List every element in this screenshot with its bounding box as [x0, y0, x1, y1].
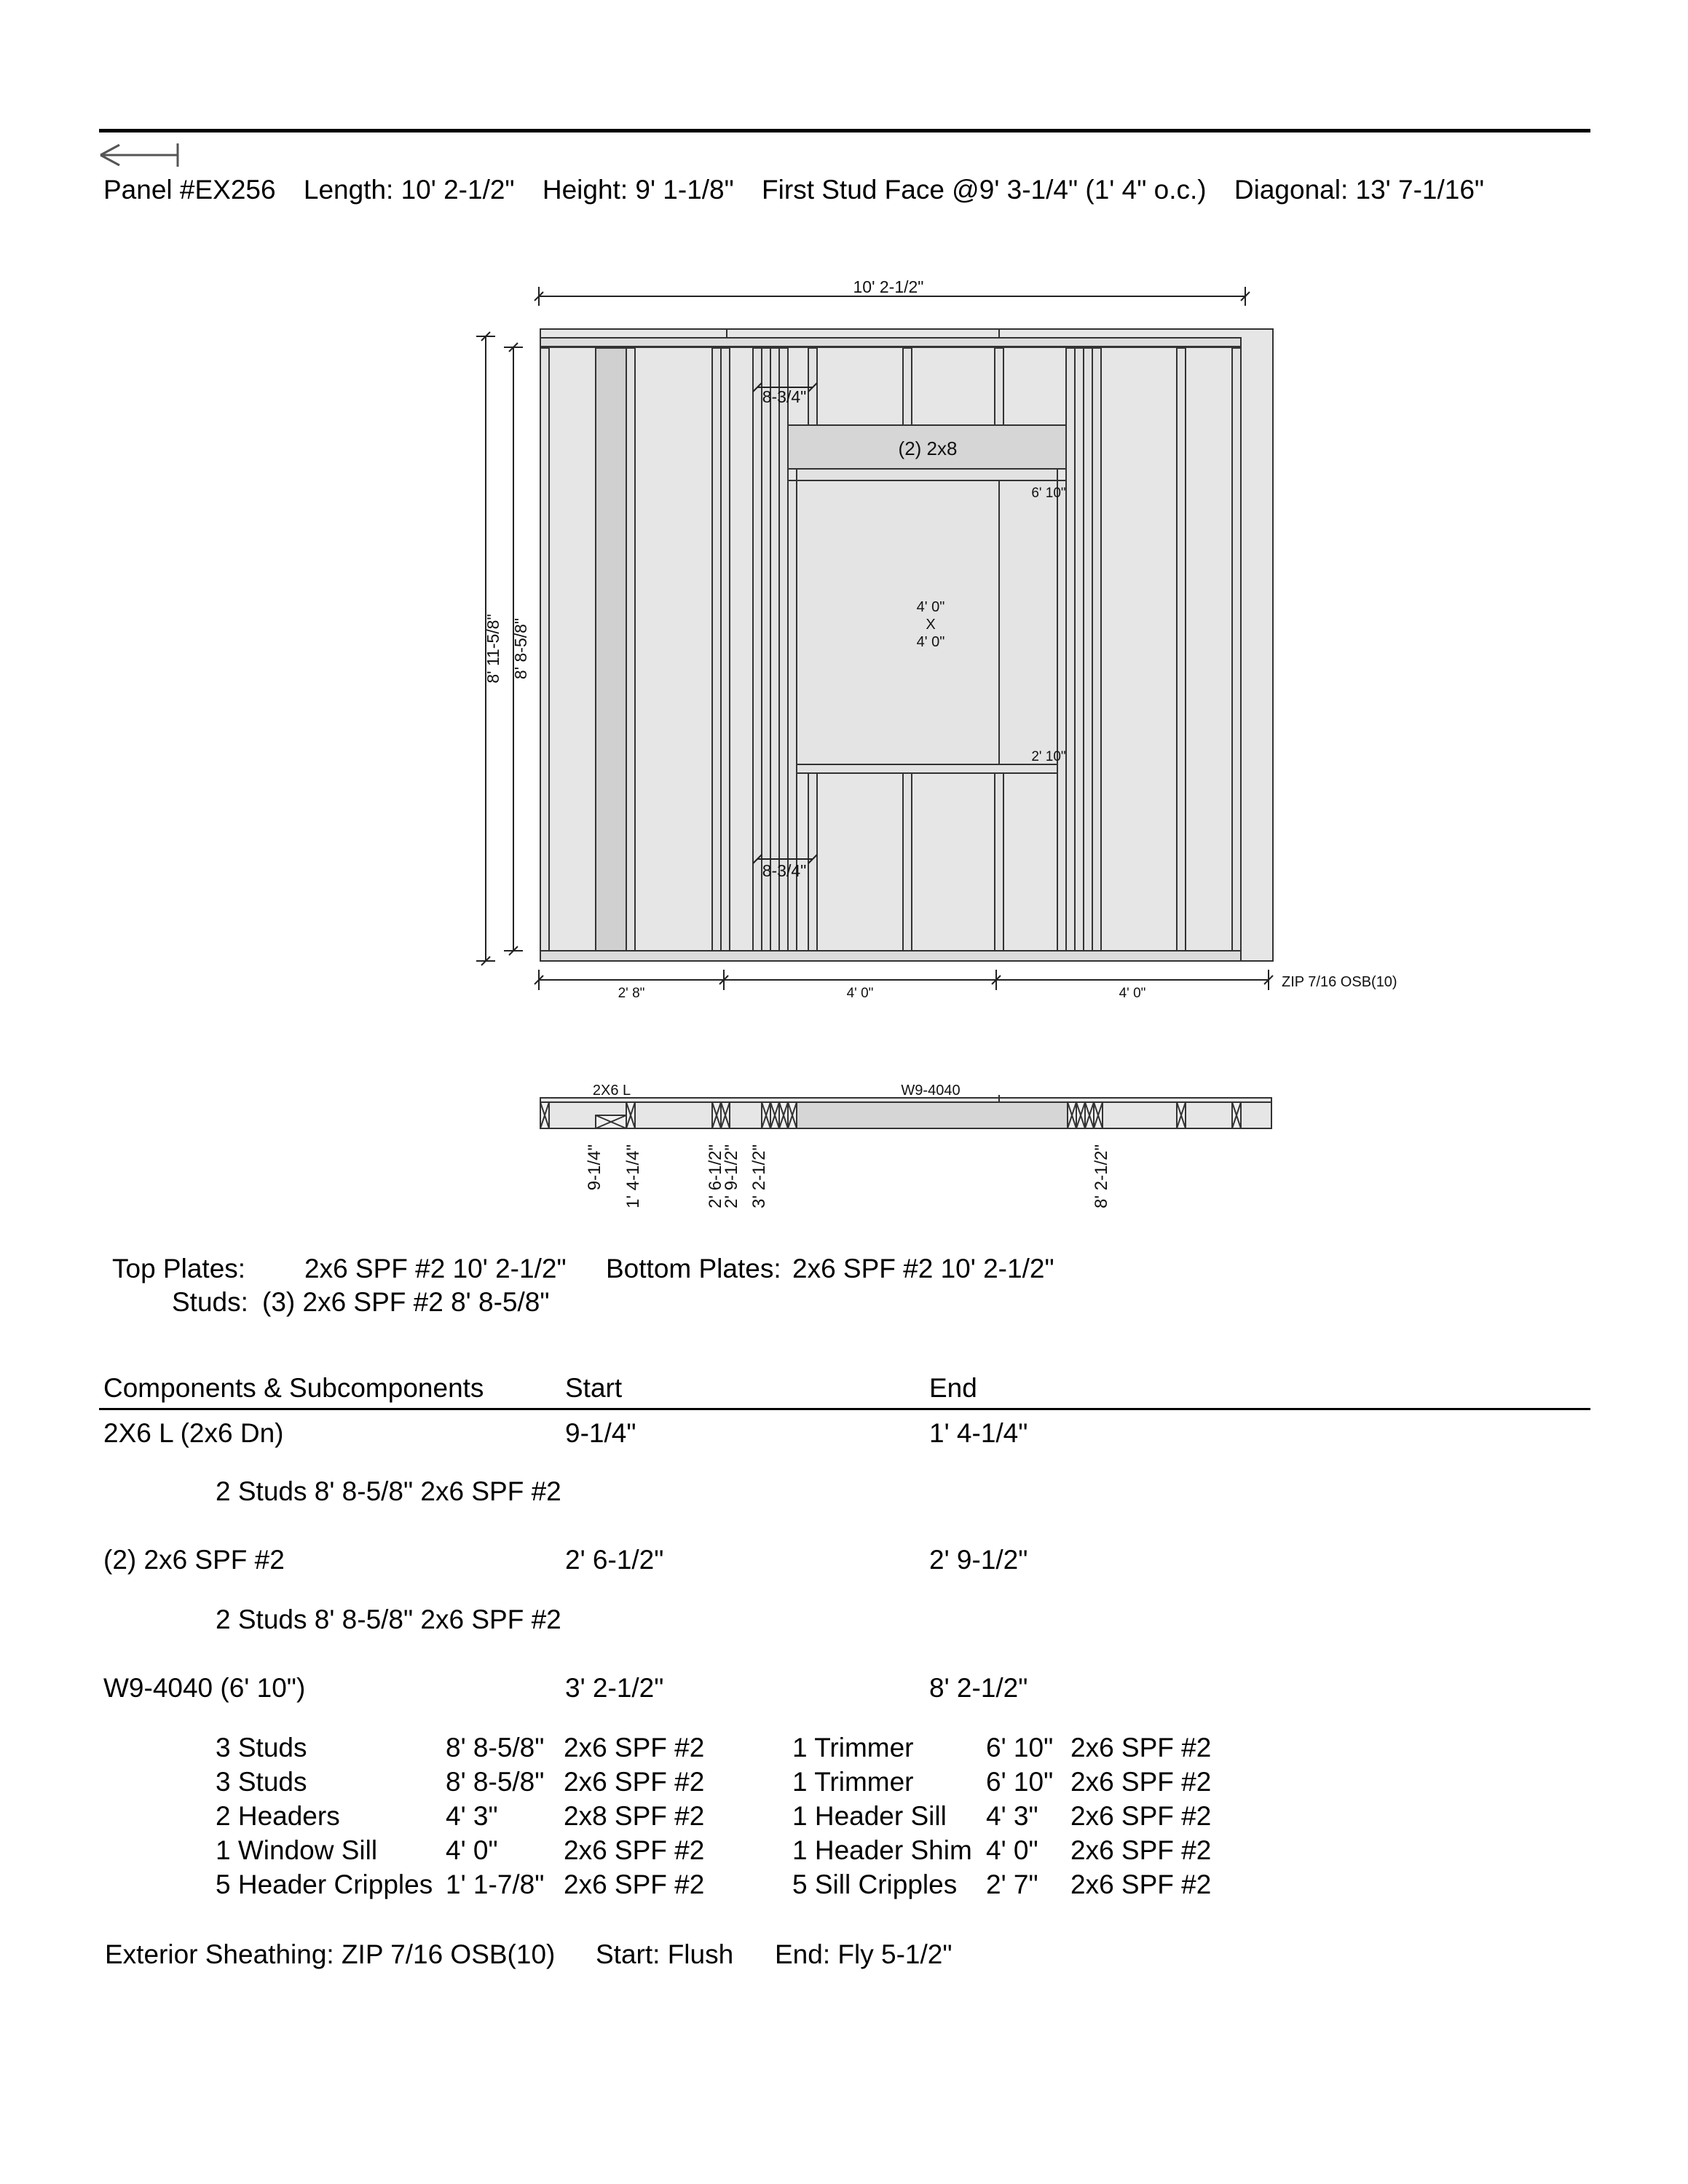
- part-length: 8' 8-5/8": [446, 1733, 545, 1762]
- plan-dim-2: 1' 4-1/4": [623, 1144, 643, 1208]
- table-row-name: W9-4040 (6' 10"): [103, 1673, 306, 1703]
- table-row-sub: 2 Studs 8' 8-5/8" 2x6 SPF #2: [216, 1605, 561, 1634]
- part-length: 4' 0": [446, 1835, 498, 1865]
- part-material: 2x6 SPF #2: [564, 1870, 705, 1899]
- part-qty: 1 Header Sill: [792, 1801, 947, 1831]
- panel-height: Height: 9' 1-1/8": [542, 175, 734, 205]
- sheathing-start: Start: Flush: [596, 1939, 734, 1969]
- exterior-sheathing: Exterior Sheathing: ZIP 7/16 OSB(10): [105, 1939, 556, 1969]
- bottom-cripple-offset-label: 8-3/4": [762, 861, 807, 880]
- part-material: 2x6 SPF #2: [1070, 1870, 1212, 1899]
- studs-value: (3) 2x6 SPF #2 8' 8-5/8": [262, 1287, 550, 1317]
- part-length: 6' 10": [986, 1733, 1054, 1762]
- plan-dim-4: 2' 9-1/2": [722, 1144, 741, 1208]
- part-qty: 1 Trimmer: [792, 1733, 914, 1762]
- top-plates-label: Top Plates:: [112, 1254, 246, 1283]
- bottom-dim-1: 2' 8": [618, 986, 645, 1001]
- table-row-start: 2' 6-1/2": [565, 1545, 664, 1575]
- part-material: 2x6 SPF #2: [564, 1835, 705, 1865]
- bottom-plates-value: 2x6 SPF #2 10' 2-1/2": [792, 1254, 1054, 1283]
- table-header-rule: [99, 1408, 1590, 1410]
- plan-dim-1: 9-1/4": [585, 1144, 604, 1191]
- col-header-components: Components & Subcomponents: [103, 1373, 484, 1403]
- part-qty: 1 Window Sill: [216, 1835, 378, 1865]
- part-length: 4' 3": [446, 1801, 498, 1831]
- height-outer-label: 8' 11-5/8": [484, 614, 502, 684]
- opening-x-label: X: [926, 617, 936, 633]
- part-qty: 5 Header Cripples: [216, 1870, 433, 1899]
- part-qty: 3 Studs: [216, 1767, 307, 1797]
- first-stud-face: First Stud Face @9' 3-1/4" (1' 4" o.c.): [762, 175, 1207, 205]
- opening-width-label: 4' 0": [916, 599, 945, 615]
- plan-label-2x6l: 2X6 L: [592, 1083, 631, 1099]
- part-length: 6' 10": [986, 1767, 1054, 1797]
- plan-label-window: W9-4040: [901, 1083, 961, 1099]
- part-material: 2x6 SPF #2: [1070, 1733, 1212, 1762]
- part-length: 4' 0": [986, 1835, 1038, 1865]
- part-length: 4' 3": [986, 1801, 1038, 1831]
- bottom-plates-label: Bottom Plates:: [606, 1254, 781, 1283]
- header-height-label: 6' 10": [1031, 486, 1066, 501]
- part-material: 2x6 SPF #2: [1070, 1767, 1212, 1797]
- table-row-end: 1' 4-1/4": [929, 1418, 1028, 1448]
- table-row-start: 9-1/4": [565, 1418, 636, 1448]
- table-row-name: 2X6 L (2x6 Dn): [103, 1418, 284, 1448]
- part-material: 2x6 SPF #2: [1070, 1835, 1212, 1865]
- table-row-start: 3' 2-1/2": [565, 1673, 664, 1703]
- part-material: 2x6 SPF #2: [564, 1767, 705, 1797]
- table-row-name: (2) 2x6 SPF #2: [103, 1545, 285, 1575]
- table-row-end: 8' 2-1/2": [929, 1673, 1028, 1703]
- sheathing-end: End: Fly 5-1/2": [775, 1939, 953, 1969]
- table-row-sub: 2 Studs 8' 8-5/8" 2x6 SPF #2: [216, 1476, 561, 1506]
- wall-plan-drawing: [0, 1063, 1688, 1238]
- height-inner-label: 8' 8-5/8": [511, 617, 530, 680]
- col-header-start: Start: [565, 1373, 623, 1403]
- part-qty: 1 Header Shim: [792, 1835, 972, 1865]
- plan-dim-3: 2' 6-1/2": [706, 1144, 725, 1208]
- sheathing-label: ZIP 7/16 OSB(10): [1282, 974, 1397, 990]
- part-length: 1' 1-7/8": [446, 1870, 545, 1899]
- part-qty: 2 Headers: [216, 1801, 340, 1831]
- part-material: 2x8 SPF #2: [564, 1801, 705, 1831]
- opening-height-label: 4' 0": [916, 634, 945, 650]
- bottom-dim-3: 4' 0": [1119, 986, 1146, 1001]
- col-header-end: End: [929, 1373, 977, 1403]
- part-length: 2' 7": [986, 1870, 1038, 1899]
- part-material: 2x6 SPF #2: [1070, 1801, 1212, 1831]
- part-length: 8' 8-5/8": [446, 1767, 545, 1797]
- panel-number: Panel #EX256: [103, 175, 276, 205]
- top-cripple-offset-label: 8-3/4": [762, 387, 807, 406]
- part-material: 2x6 SPF #2: [564, 1733, 705, 1762]
- table-row-end: 2' 9-1/2": [929, 1545, 1028, 1575]
- bottom-dim-2: 4' 0": [846, 986, 874, 1001]
- overall-length-label: 10' 2-1/2": [853, 277, 924, 296]
- sill-height-label: 2' 10": [1031, 749, 1066, 764]
- header-label: (2) 2x8: [898, 438, 958, 459]
- studs-label: Studs:: [172, 1287, 248, 1317]
- part-qty: 3 Studs: [216, 1733, 307, 1762]
- plan-dim-5: 3' 2-1/2": [749, 1144, 769, 1208]
- part-qty: 1 Trimmer: [792, 1767, 914, 1797]
- panel-length: Length: 10' 2-1/2": [303, 175, 515, 205]
- panel-diagonal: Diagonal: 13' 7-1/16": [1234, 175, 1485, 205]
- part-qty: 5 Sill Cripples: [792, 1870, 958, 1899]
- plan-dim-6: 8' 2-1/2": [1092, 1144, 1111, 1208]
- top-plates-value: 2x6 SPF #2 10' 2-1/2": [304, 1254, 567, 1283]
